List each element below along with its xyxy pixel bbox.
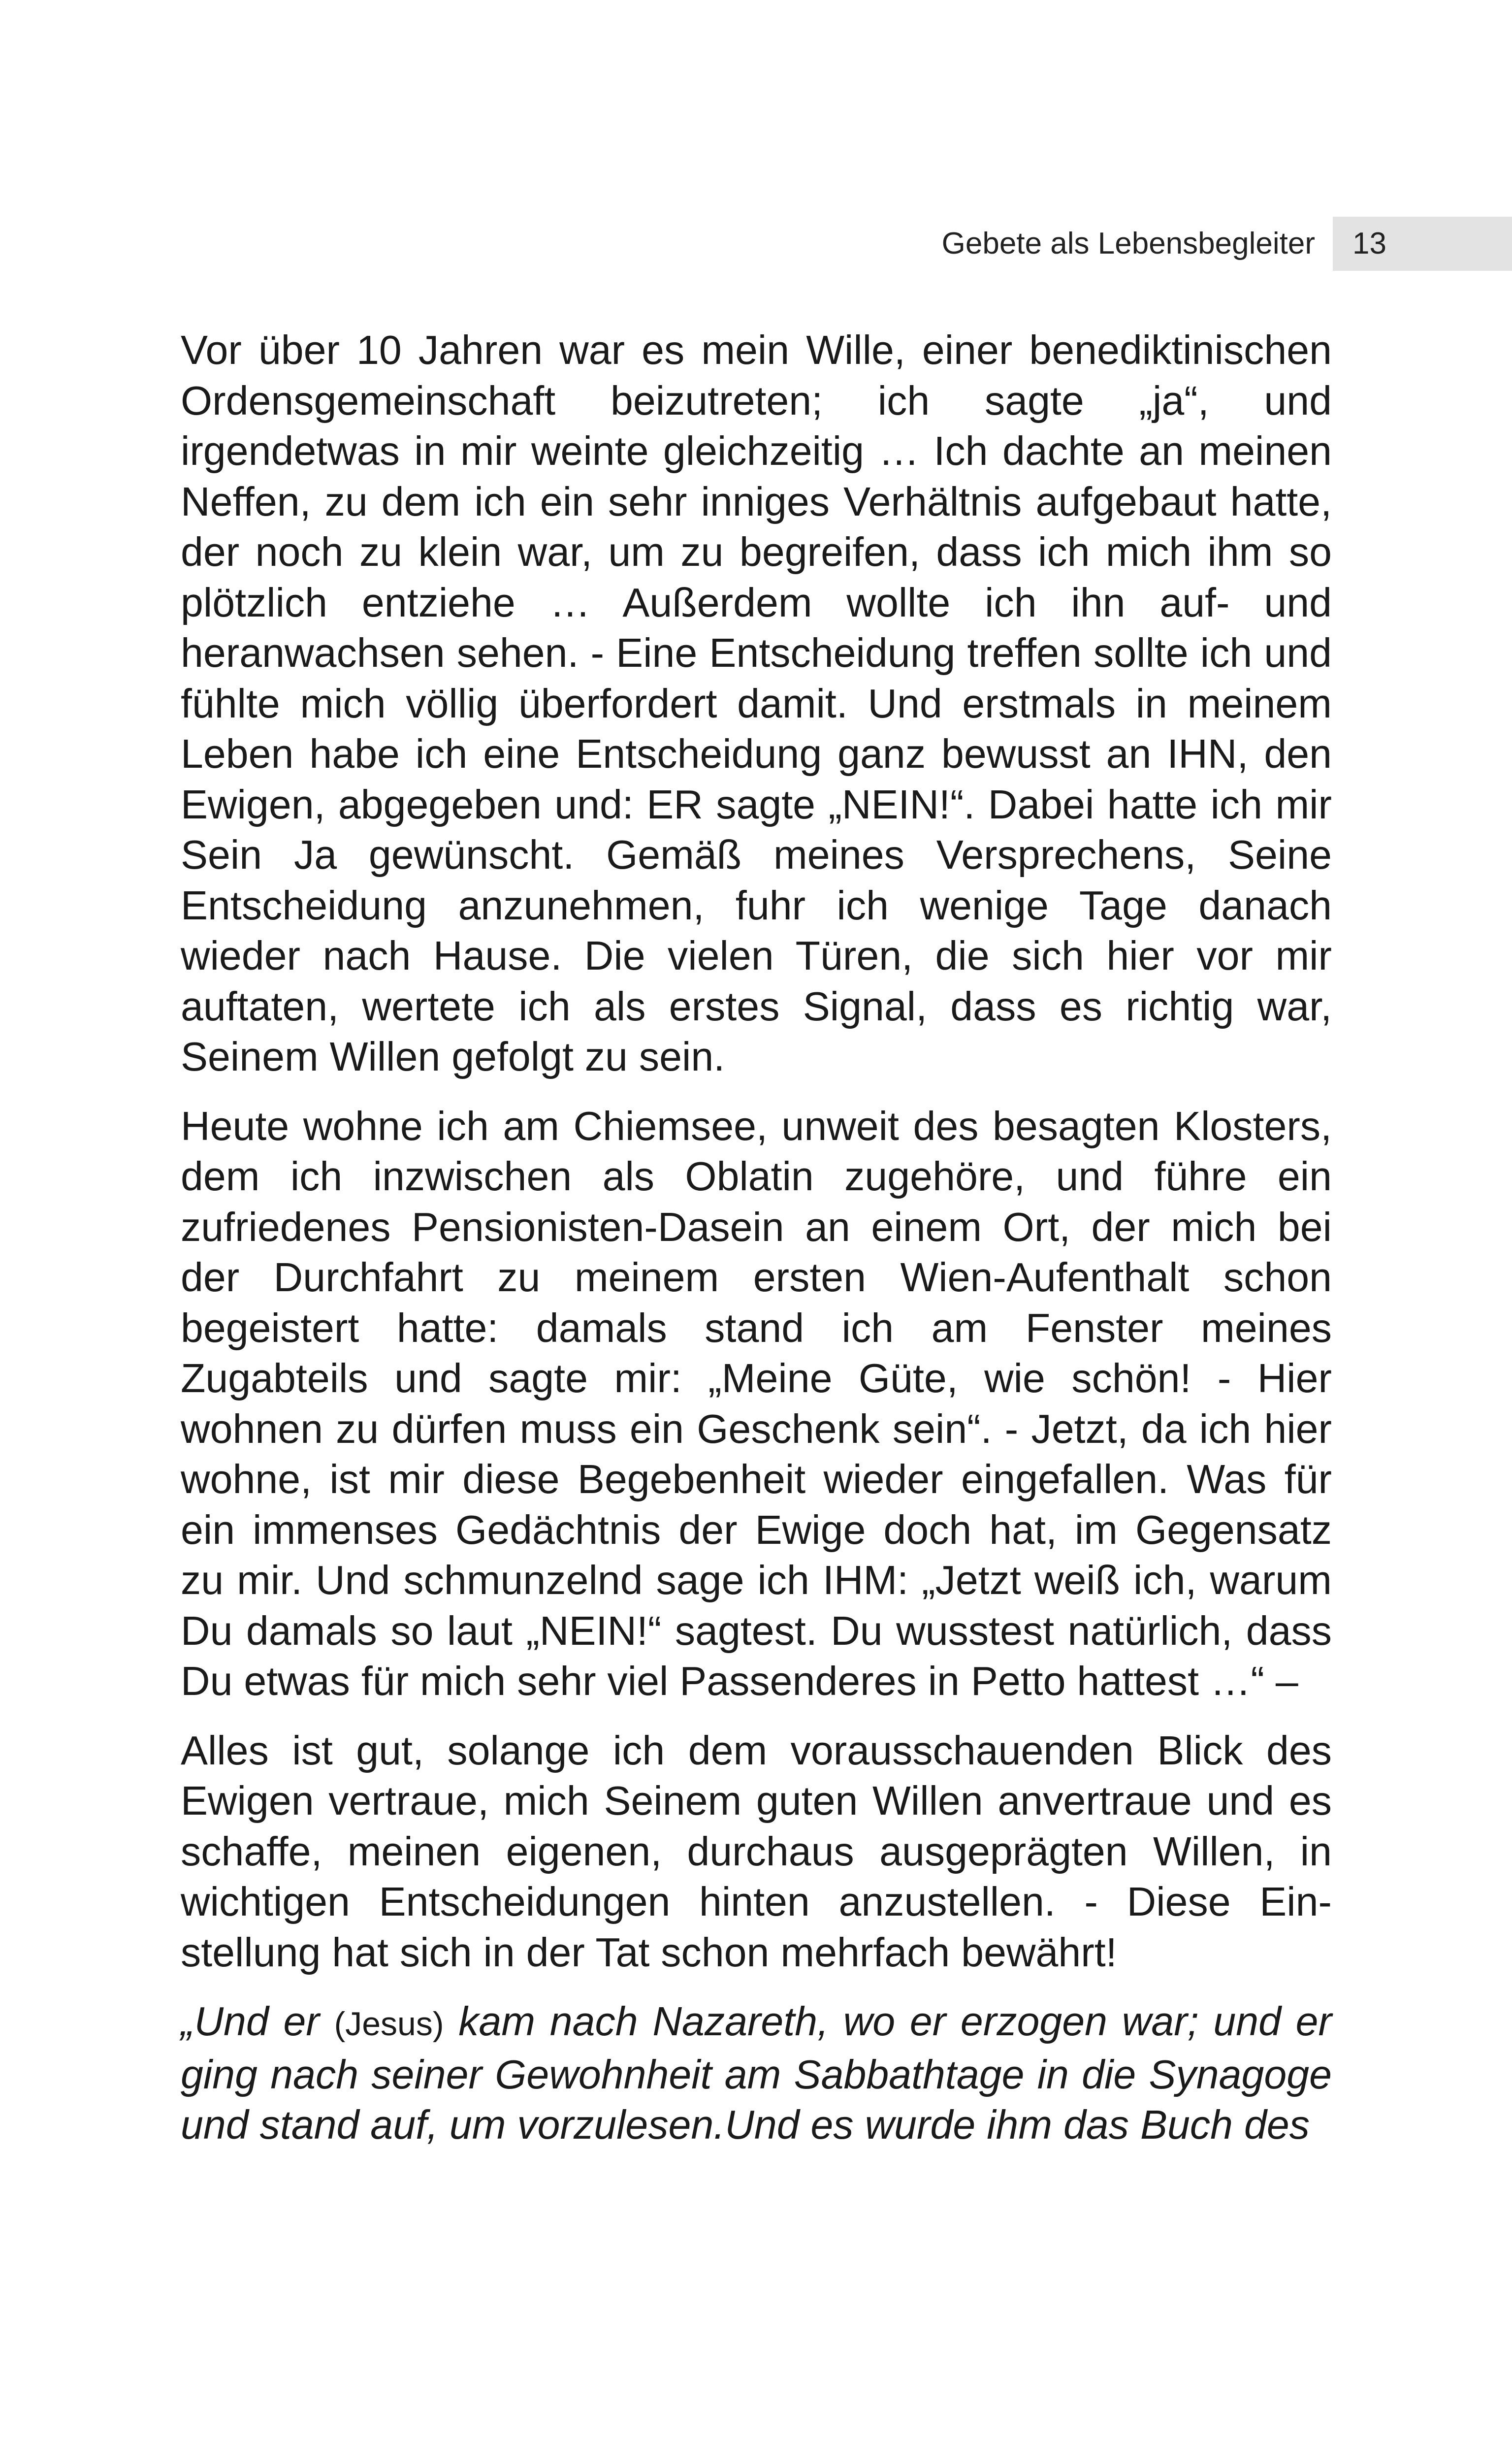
running-header xyxy=(0,217,1512,271)
running-title: Gebete als Lebensbegleiter xyxy=(941,227,1315,261)
quote-text: kam nach Nazareth, wo er erzogen war; und er ging nach seiner Gewohnheit am Sabbathtage in die Synagoge und stand auf, um vorzulesen.Und es wurde ihm das Buch des xyxy=(181,1999,1332,2148)
paragraph-3: Alles ist gut, solange ich dem vorausschauenden Blick des Ewigen vertraue, mich Seinem guten Willen anvertraue und es schaffe, meinen eigenen, durchaus ausgeprägten Willen, in wichtigen Entscheidungen hinten anzustellen. - Diese Einstellung hat sich in der Tat schon mehrfach bewährt! xyxy=(181,1727,1332,1975)
main-text xyxy=(181,325,1332,2169)
page-number: 13 xyxy=(1352,227,1386,261)
paragraph-2: Heute wohne ich am Chiemsee, unweit des besagten Klosters, dem ich inzwischen als Oblatin zugehöre, und führe ein zufriedenes Pensionisten-Dasein an einem Ort, der mich bei der Durchfahrt zu meinem ersten Wien-Aufenthalt schon begeistert hatte: damals stand ich am Fenster meines Zugabteils und sagte mir: „Meine Güte, wie schön! - Hier wohnen zu dürfen muss ein Geschenk sein“. - Jetzt, da ich hier wohne, ist mir diese Begebenheit wieder eingefallen. Was für ein immenses Gedächtnis der Ewige doch hat, im Gegensatz zu mir. Und schmunzelnd sage ich IHM: „Jetzt weiß ich, warum Du damals so laut „NEIN!“ sagtest. Du wusstest natürlich, dass Du etwas für mich sehr viel Passenderes in Petto hattest …“ – xyxy=(181,1103,1332,1704)
scripture-quote xyxy=(181,1996,1332,2150)
paragraph-1: Vor über 10 Jahren war es mein Wille, einer benediktinischen Ordensgemeinschaft beizutreten; ich sagte „ja“, und irgendetwas in mir weinte gleichzeitig … Ich dachte an meinen Neffen, zu dem ich ein sehr inniges Verhältnis aufgebaut hatte, der noch zu klein war, um zu begreifen, dass ich mich ihm so plötzlich entziehe … Außerdem wollte ich ihn auf- und heranwachsen sehen. - Eine Entscheidung treffen sollte ich und fühlte mich völlig überfordert damit. Und erstmals in meinem Leben habe ich eine Entscheidung ganz bewusst an IHN, den Ewigen, abgegeben und: ER sagte „NEIN!“. Dabei hatte ich mir Sein Ja gewünscht. Gemäß meines Versprechens, Seine Entscheidung anzunehmen, fuhr ich wenige Tage danach wieder nach Hause. Die vielen Türen, die sich hier vor mir auftaten, wertete ich als erstes Signal, dass es richtig war, Seinem Willen gefolgt zu sein. xyxy=(181,327,1332,1079)
quote-lead: „Und er xyxy=(181,1999,320,2044)
page-number-box xyxy=(1333,217,1512,271)
quote-aside: (Jesus) xyxy=(334,2005,444,2043)
